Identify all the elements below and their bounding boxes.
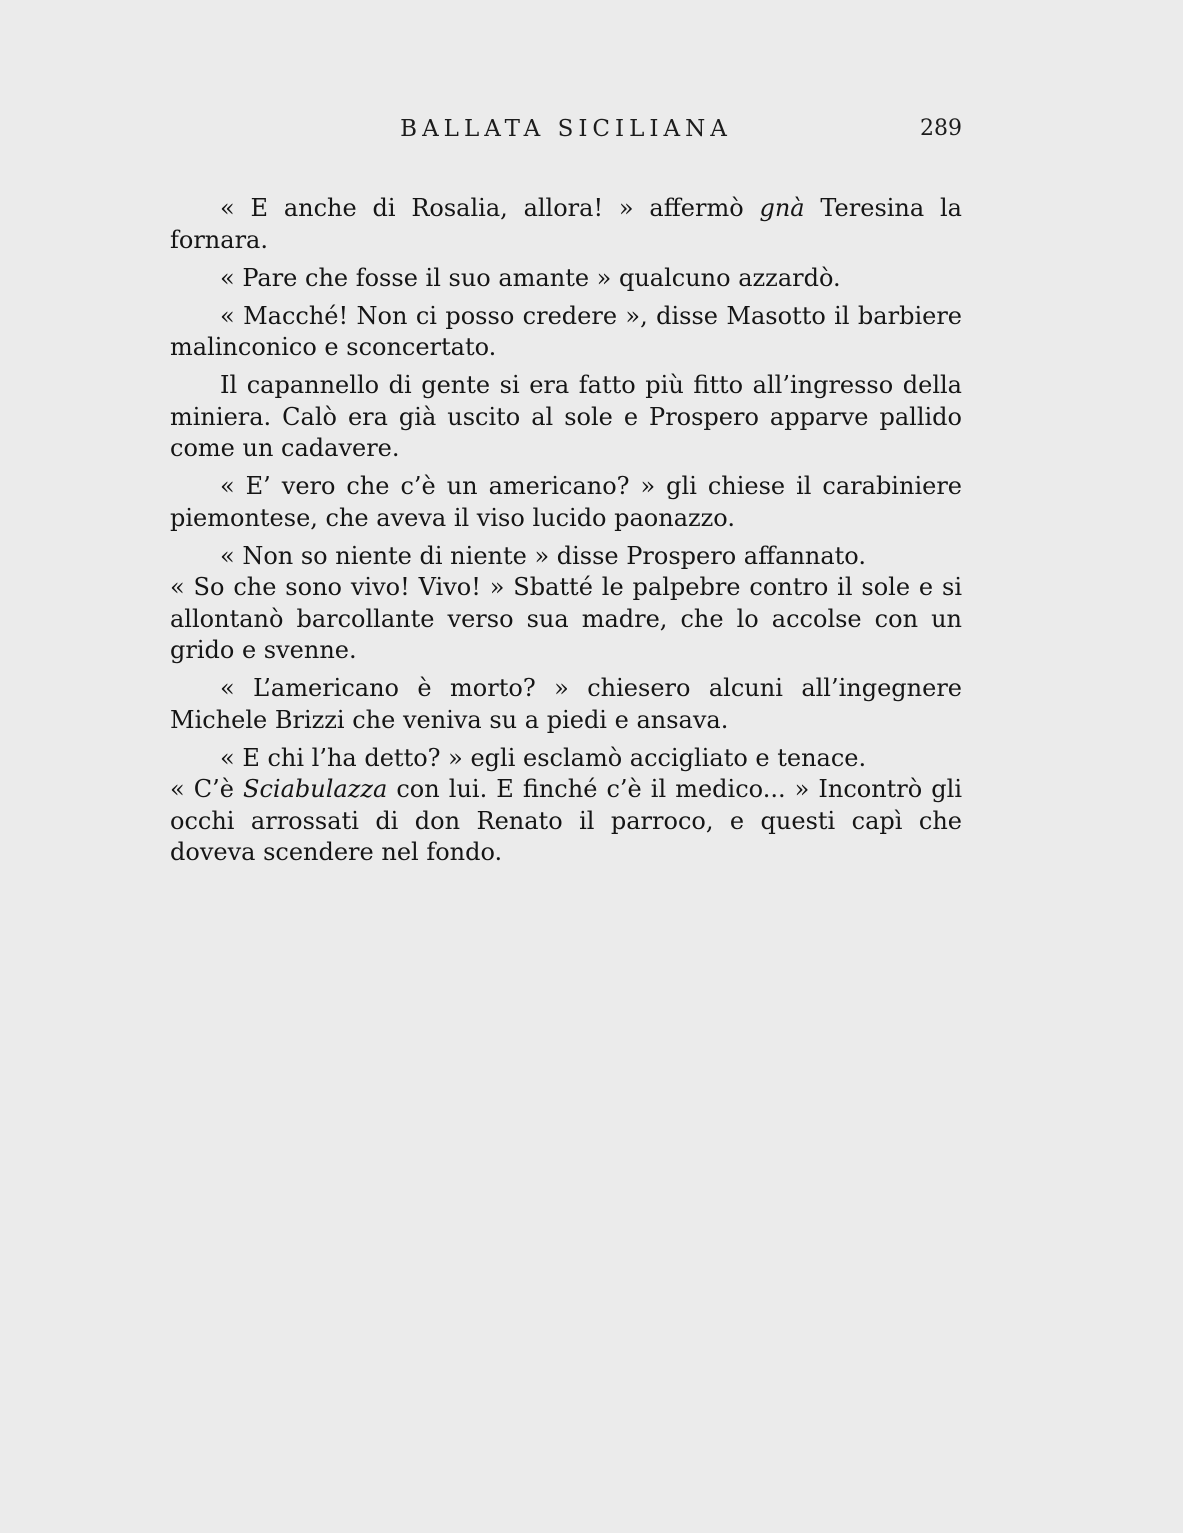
paragraph-7: « L’americano è morto? » chiesero alcuni all’ingegnere Michele Brizzi che veniva su a piedi e ansava. [170, 674, 962, 734]
paragraph-1 [170, 193, 962, 256]
paragraph-1-text-a: « E anche di Rosalia, allora! » affermò [220, 194, 760, 222]
body-text [170, 193, 962, 875]
paragraph-1-text-b: Teresina la fornara. [170, 194, 962, 254]
running-title: BALLATA SICILIANA [400, 116, 732, 142]
page-number: 289 [920, 116, 962, 141]
paragraph-6: « Non so niente di niente » disse Prospero affannato. [220, 541, 866, 570]
paragraph-6-continuation: « So che sono vivo! Vivo! » Sbatté le palpebre contro il sole e si allontanò barcollante verso sua madre, che lo accolse con un grido e svenne. [170, 573, 962, 664]
paragraph-8-continuation [170, 774, 962, 869]
paragraph-5: « E’ vero che c’è un americano? » gli chiese il carabiniere piemontese, che aveva il viso lucido paonazzo. [170, 472, 962, 532]
paragraph-8-text-b: con lui. E finché c’è il medico... » Incontrò gli occhi arrossati di don Renato il parroco, e questi capì che doveva scendere nel fondo. [170, 775, 963, 866]
paragraph-1-italic: gnà [759, 194, 805, 222]
paragraph-8: « E chi l’ha detto? » egli esclamò accigliato e tenace. [220, 743, 867, 772]
paragraph-8-text-a: « C’è [170, 775, 244, 803]
running-head [170, 116, 962, 150]
paragraph-2: « Pare che fosse il suo amante » qualcuno azzardò. [220, 263, 841, 292]
paragraph-4: Il capannello di gente si era fatto più fitto all’ingresso della miniera. Calò era già uscito al sole e Prospero apparve pallido come un cadavere. [170, 371, 962, 462]
paragraph-3: « Macché! Non ci posso credere », disse Masotto il barbiere malinconico e sconcertato. [170, 301, 962, 361]
paragraph-8-italic: Sciabulazza [243, 775, 388, 803]
